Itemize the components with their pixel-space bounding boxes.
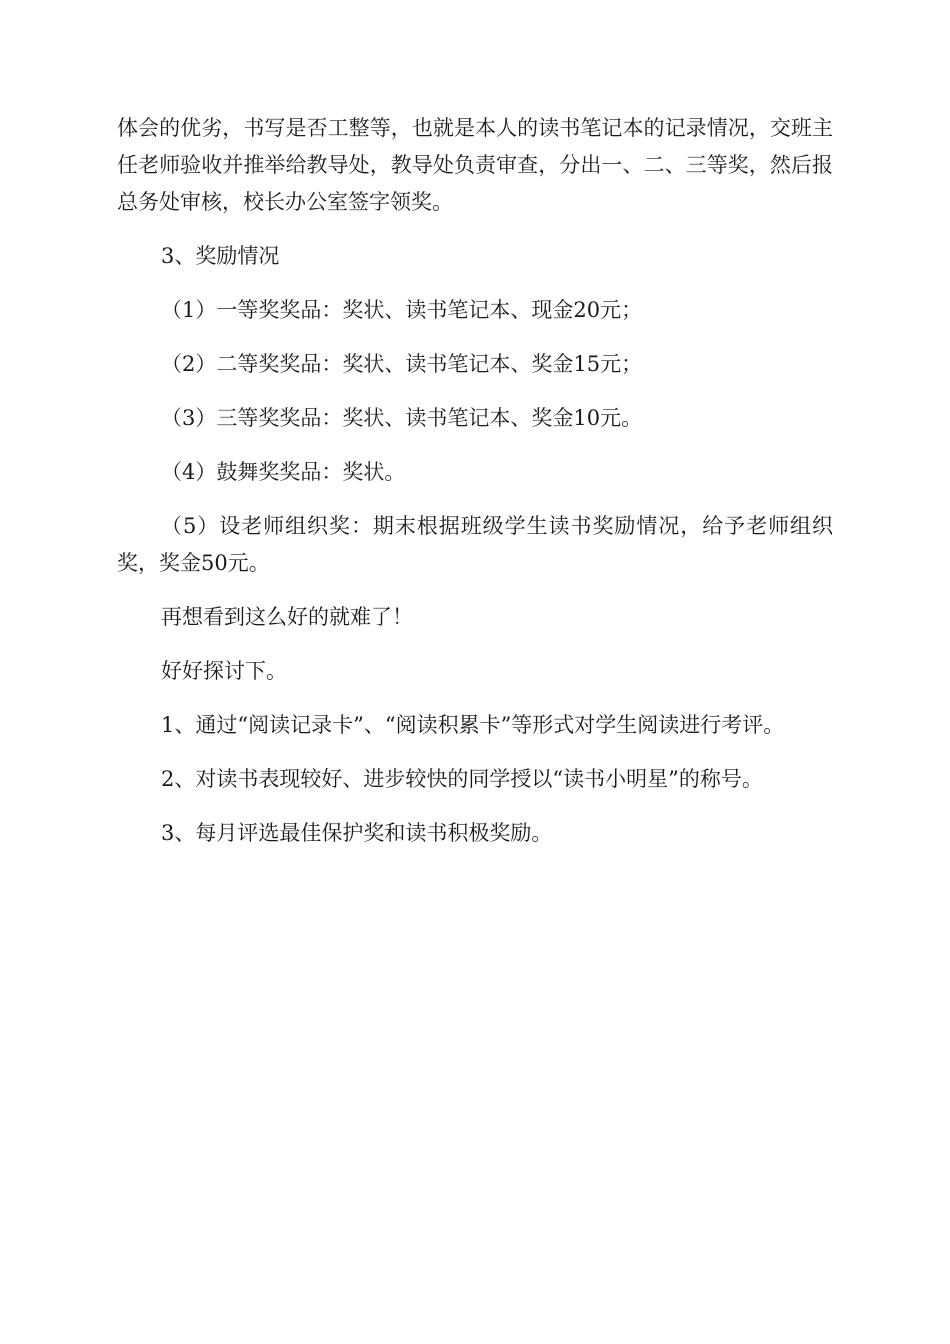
remark-line-2: 好好探讨下。	[161, 659, 287, 683]
section-heading-rewards: 3、奖励情况	[161, 244, 280, 268]
document-body	[117, 110, 833, 869]
prize-third: （3）三等奖奖品：奖状、读书笔记本、奖金10元。	[161, 406, 643, 430]
prize-first: （1）一等奖奖品：奖状、读书笔记本、现金20元；	[161, 298, 643, 322]
prize-encouragement: （4）鼓舞奖奖品：奖状。	[161, 460, 406, 484]
remark-line-1: 再想看到这么好的就难了！	[161, 605, 413, 629]
list-item-2: 2、对读书表现较好、进步较快的同学授以“读书小明星”的称号。	[161, 767, 763, 791]
prize-second: （2）二等奖奖品：奖状、读书笔记本、奖金15元；	[161, 352, 643, 376]
prize-teacher-organization: （5）设老师组织奖：期末根据班级学生读书奖励情况，给予老师组织奖，奖金50元。	[117, 514, 833, 575]
list-item-1: 1、通过“阅读记录卡”、“阅读积累卡”等形式对学生阅读进行考评。	[161, 713, 785, 737]
list-item-3: 3、每月评选最佳保护奖和读书积极奖励。	[161, 821, 553, 845]
paragraph-continuation: 体会的优劣，书写是否工整等，也就是本人的读书笔记本的记录情况，交班主任老师验收并推举给教导处，教导处负责审查，分出一、二、三等奖，然后报总务处审核，校长办公室签字领奖。	[117, 116, 833, 214]
